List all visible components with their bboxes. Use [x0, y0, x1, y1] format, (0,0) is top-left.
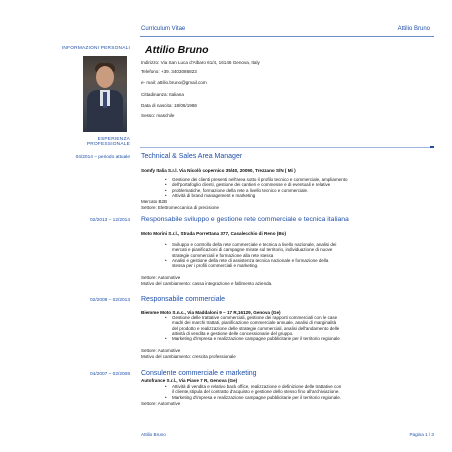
- job-period: 02/2013 – 12/2014: [89, 218, 130, 223]
- list-item: • Gestione delle trattative commerciali, gestione dei rapporti commerciali con le case madri dei marchi trattati, pianificazione commerciale annuale, analisi di marginalità del prodotto e realizzazione delle strategie commerciali, analisi dell'andamento delle attività di vendita e gestione delle concessionarie del gruppo.: [164, 315, 434, 336]
- job-duties-list: [164, 177, 434, 198]
- job-title: Consulente commerciale e marketing: [141, 370, 257, 377]
- job-duties-list: [164, 384, 434, 400]
- person-email: [141, 80, 207, 85]
- person-name: Attilio Bruno: [145, 44, 209, 56]
- list-item: • Attività di brand management e marketing: [164, 193, 434, 198]
- job-company: Biemme Moto S.n.c., Via Maddaloni 9 – 17 R,16129, Genova (Ge): [141, 310, 281, 315]
- person-address: Indirizzo: Via San Luca d'Albaro 61/4, 16146 Genova, Italy: [141, 60, 260, 65]
- job-duties-list: [164, 315, 434, 341]
- list-item: • problematiche, formazione della rete a livello tecnico e commerciale.: [164, 188, 434, 193]
- profile-photo: [83, 56, 127, 132]
- section-divider-marker: [430, 146, 434, 148]
- header-divider: [140, 36, 434, 37]
- job-title: Responsabile sviluppo e gestione rete commerciale e tecnica italiana: [141, 216, 349, 223]
- job-sector: Settore: Automotive: [141, 401, 181, 406]
- job-period: 02/2008 – 02/2013: [89, 298, 130, 303]
- list-item: • Gestione dei clienti presenti nell'area sotto il profilo tecnico e commerciale, ampliamento: [164, 177, 434, 182]
- person-phone: Telefono: +39. 3403086823: [141, 69, 197, 74]
- job-company: Moto Morini S.r.l., Strada Porrettana 377, Casalecchio di Reno (Bo): [141, 231, 286, 236]
- job-title: Technical & Sales Area Manager: [141, 153, 243, 160]
- footer-page-number: Pagina 1 / 3: [409, 432, 434, 437]
- job-sector: Settore: Elettromeccanica di precisione: [141, 205, 220, 210]
- list-item: • dell'portafoglio clienti, gestione dei cantieri e commesse e di eventuali e relative: [164, 182, 434, 187]
- job-market: Mercato B2B: [141, 199, 168, 204]
- footer-name: Attilio Bruno: [141, 432, 166, 437]
- list-item: • Marketing d'impresa e realizzazione campagne pubblicitarie per il territorio regionale: [164, 336, 434, 341]
- job-change-reason: Motivo del cambiamento: cassa integrazione e fallimento azienda.: [141, 281, 273, 286]
- header-cv-label: Curriculum Vitae: [141, 26, 186, 32]
- job-period: 04/2007 – 02/2008: [89, 372, 130, 377]
- person-sex: Sesso: maschile: [141, 113, 175, 118]
- person-birth: Data di nascita: 18/06/1986: [141, 103, 197, 108]
- job-company: Somfy Italia S.r.l. Via Nicolò copernico 35/40, 20090, Trezzano S/N ( Mi ): [141, 168, 296, 173]
- job-company: Autofrance S.r.l., Via Piave 7 R, Genova (Ge): [141, 378, 238, 383]
- person-citizenship: Cittadinanza: Italiana: [141, 92, 184, 97]
- list-item: • Attività di vendita e relativo back office, realizzazione e definizione delle trattative con il cliente,stipula del contratto d'acquisto e gestione dello stesso fino all'archiviazione.: [164, 384, 434, 395]
- job-duties-list: [164, 242, 434, 268]
- header-name: Attilio Bruno: [397, 26, 430, 32]
- list-item: • Marketing d'impresa e realizzazione campagne pubblicitarie per il territorio regionale.: [164, 395, 434, 400]
- person-email-text[interactable]: e- mail: attilio.bruno@gmail.com: [141, 80, 207, 85]
- job-change-reason: Motivo del cambiamento: crescita professionale: [141, 354, 236, 359]
- list-item: • Analisi e gestione della rete di assistenza tecnica nazionale e formazione della stessa per i profili commerciali e marketing.: [164, 258, 434, 269]
- section-divider: [140, 147, 434, 148]
- job-title: Responsabile commerciale: [141, 296, 226, 303]
- section-personal-info: INFORMAZIONI PERSONALI: [61, 46, 130, 51]
- section-experience: ESPERIENZA PROFESSIONALE: [86, 137, 130, 148]
- job-sector: Settore: Automotive: [141, 348, 181, 353]
- list-item: • Sviluppo e controllo della rete commerciale e tecnica a livello nazionale, analisi dei mercati e pianificazioni di campagne mirate sul territorio, individuazione di nuove strategie commerciali e formazione alla rete stessa: [164, 242, 434, 258]
- job-period: 04/2014 – periodo attuale: [75, 155, 130, 160]
- job-sector: Settore: Automotive: [141, 275, 181, 280]
